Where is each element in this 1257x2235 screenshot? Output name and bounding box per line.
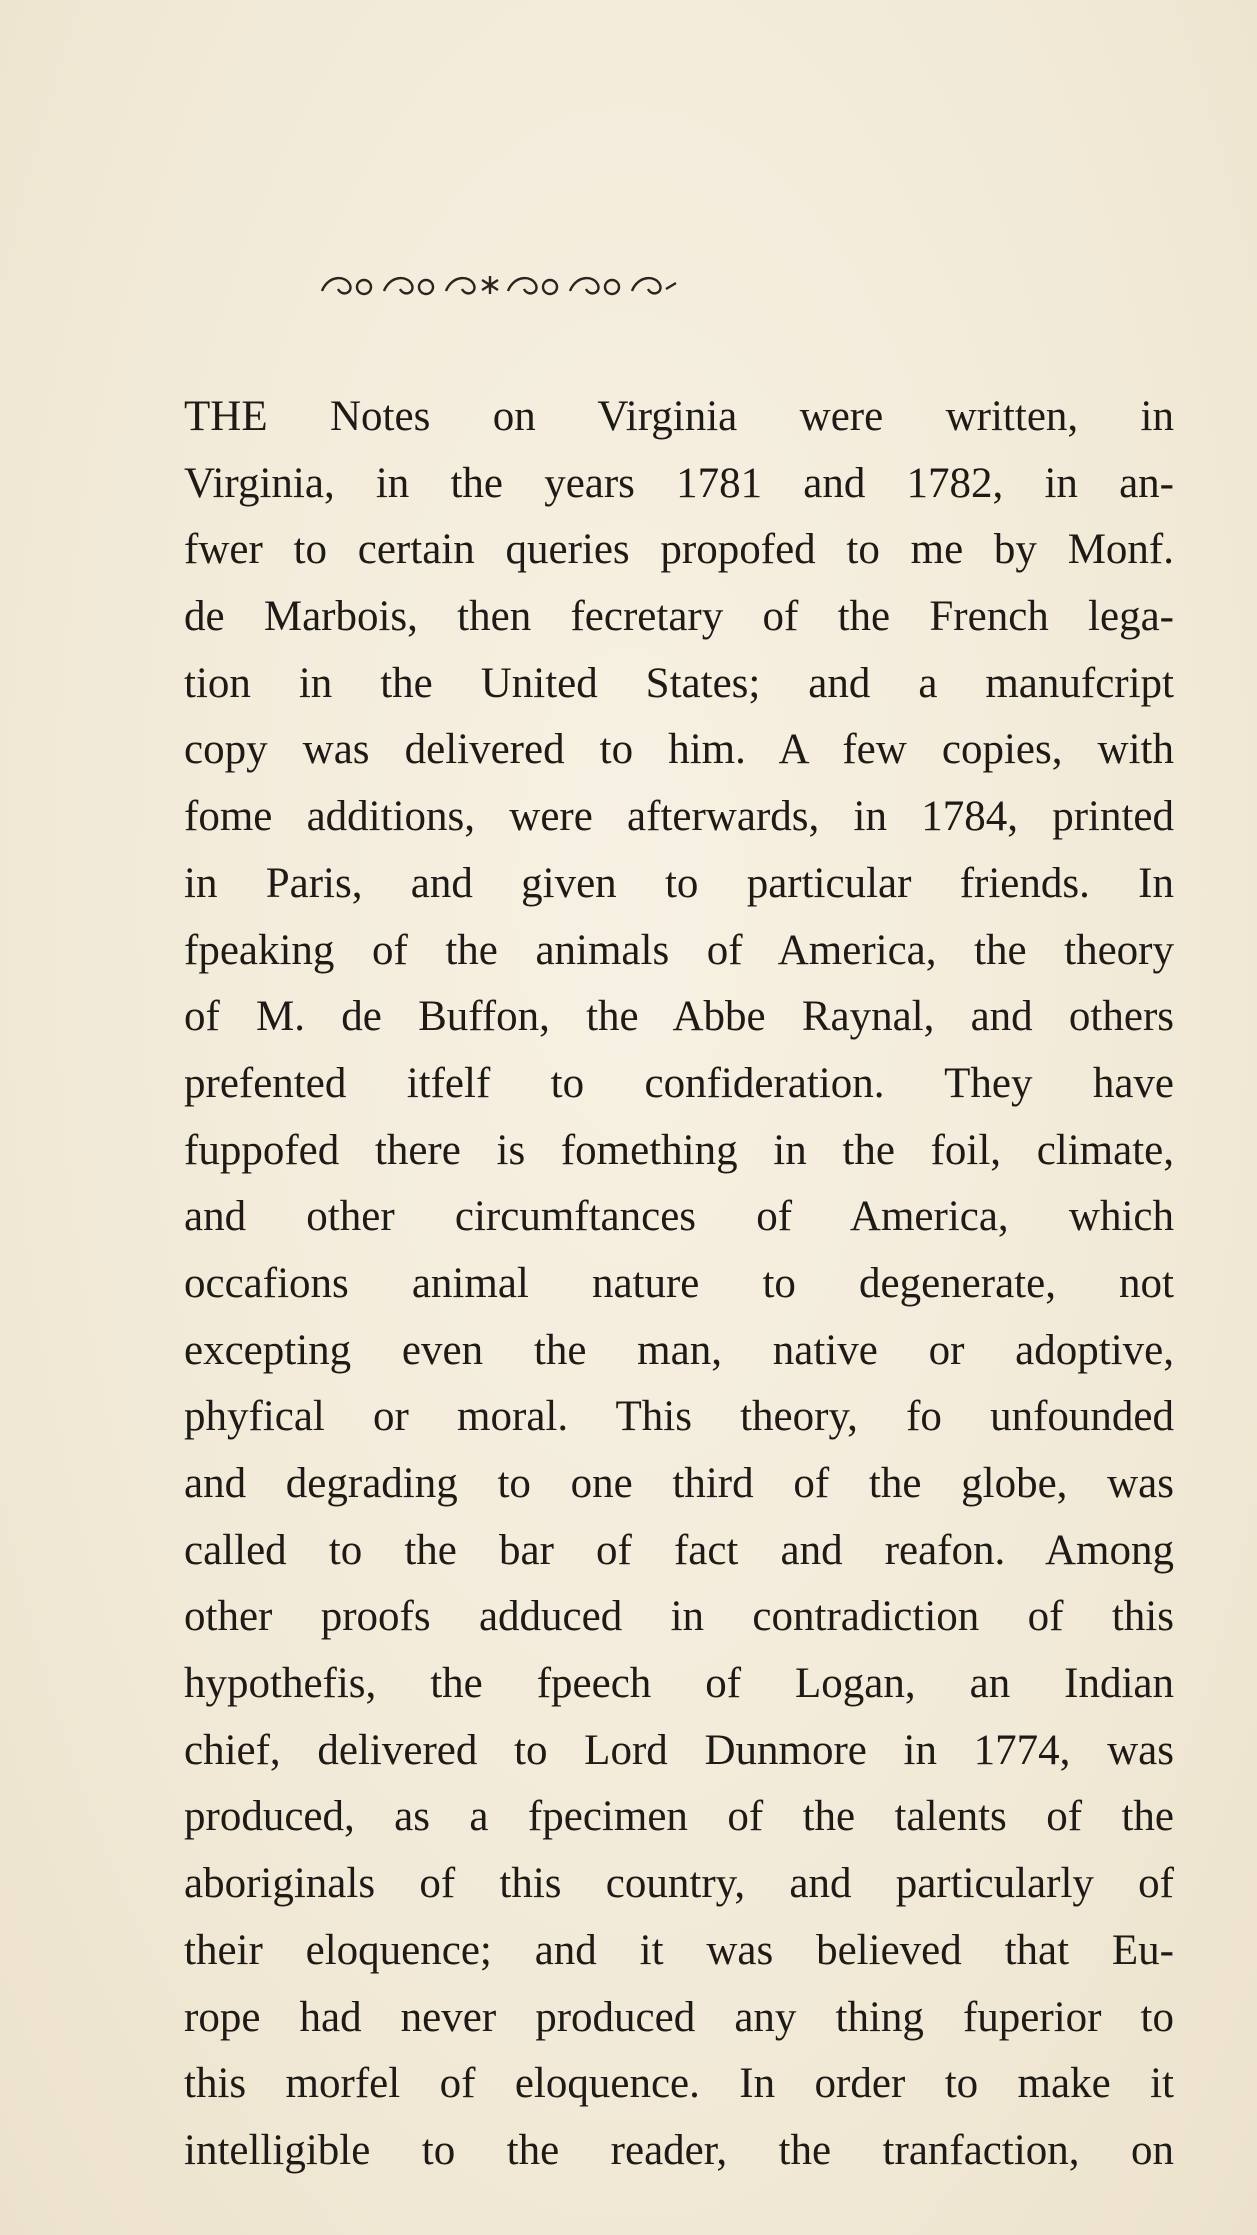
ornament-scroll-6 [632, 278, 676, 293]
text-line: occafions animal nature to degenerate, not [184, 1259, 1174, 1307]
text-line: de Marbois, then fecretary of the French lega- [184, 593, 1174, 641]
text-line: and degrading to one third of the globe, was [184, 1460, 1174, 1507]
text-line: their eloquence; and it was believed that Eu- [184, 1926, 1174, 1974]
text-line: this morfel of eloquence. In order to make it [184, 2060, 1174, 2108]
ornament-scroll-3 [446, 278, 475, 293]
ornament-scroll-5 [570, 278, 619, 294]
text-line: excepting even the man, native or adoptive, [184, 1326, 1174, 1374]
text-line: fuppofed there is fomething in the foil, climate, [184, 1126, 1174, 1174]
ornament-row [320, 262, 1120, 308]
text-line: other proofs adduced in contradiction of this [184, 1593, 1174, 1641]
text-line: prefented itfelf to confideration. They have [184, 1059, 1174, 1107]
text-line: called to the bar of fact and reafon. Among [184, 1526, 1174, 1574]
text-line: fpeaking of the animals of America, the theory [184, 926, 1174, 974]
text-line: fwer to certain queries propofed to me by Monf. [184, 526, 1174, 574]
text-line: copy was delivered to him. A few copies, with [184, 726, 1174, 774]
text-line: and other circumftances of America, which [184, 1193, 1174, 1241]
text-line: chief, delivered to Lord Dunmore in 1774, was [184, 1726, 1174, 1774]
ornament-scroll-2 [384, 278, 433, 294]
ornament-scroll-4 [508, 278, 557, 294]
text-line: produced, as a fpecimen of the talents of the [184, 1793, 1174, 1841]
text-line: of M. de Buffon, the Abbe Raynal, and others [184, 993, 1174, 1041]
text-line: rope had never produced any thing fuperior to [184, 1993, 1174, 2041]
text-line: tion in the United States; and a manufcript [184, 659, 1174, 707]
ornament-scroll-1 [322, 278, 371, 294]
text-line: phyfical or moral. This theory, fo unfounded [184, 1393, 1174, 1441]
ornament-glyphs [322, 276, 676, 294]
text-line: aboriginals of this country, and particularly of [184, 1860, 1174, 1908]
text-line: fome additions, were afterwards, in 1784, printed [184, 793, 1174, 841]
body-text [184, 384, 1174, 2185]
text-line: hypothefis, the fpeech of Logan, an Indian [184, 1660, 1174, 1708]
text-line: Virginia, in the years 1781 and 1782, in an- [184, 459, 1174, 507]
ornament-asterisk [482, 276, 498, 294]
text-line: THE Notes on Virginia were written, in [184, 393, 1174, 440]
text-line: in Paris, and given to particular friends. In [184, 859, 1174, 907]
text-line: intelligible to the reader, the tranfaction, on [184, 2126, 1174, 2174]
